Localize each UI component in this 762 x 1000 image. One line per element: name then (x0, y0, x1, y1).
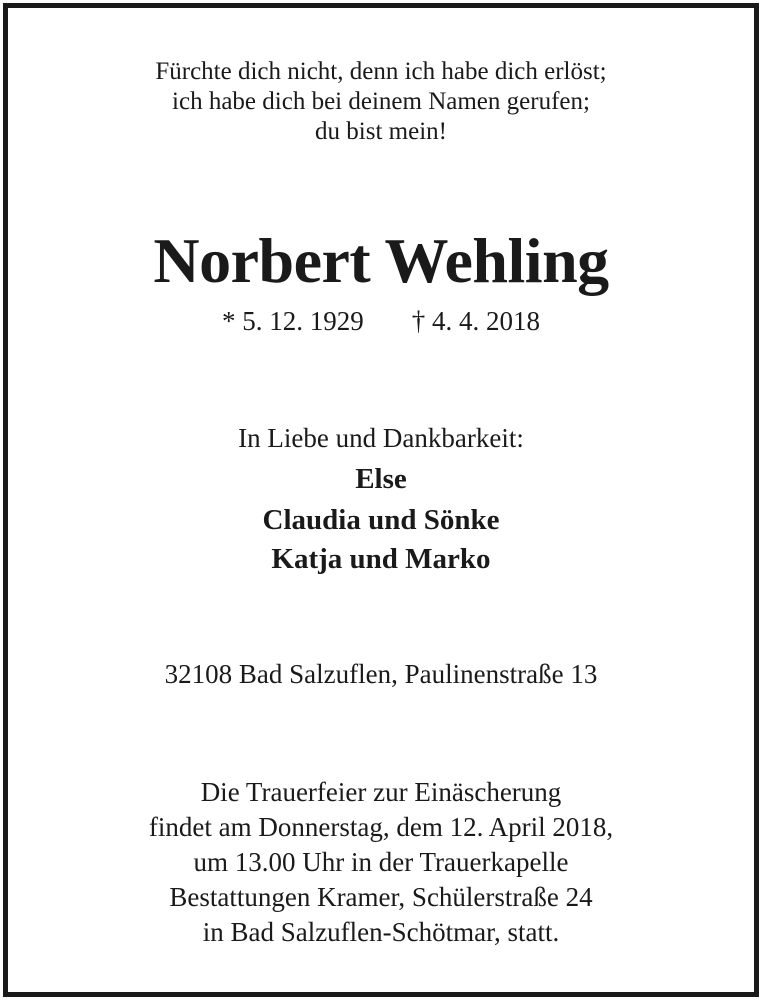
funeral-notice-line: findet am Donnerstag, dem 12. April 2018, (148, 812, 614, 842)
death-date: † 4. 4. 2018 (411, 306, 540, 336)
life-dates (0, 305, 762, 337)
funeral-notice-line: Bestattungen Kramer, Schülerstraße 24 (169, 882, 593, 912)
verse-line-2: ich habe dich bei deinem Namen gerufen; (172, 88, 590, 115)
funeral-notice-line: um 13.00 Uhr in der Trauerkapelle (193, 847, 569, 877)
verse-line-3: du bist mein! (315, 118, 447, 145)
mourner-name: Katja und Marko (271, 543, 491, 575)
deceased-name: Norbert Wehling (153, 225, 609, 296)
address: 32108 Bad Salzuflen, Paulinenstraße 13 (164, 659, 598, 689)
birth-date: * 5. 12. 1929 (222, 306, 364, 336)
verse-line-1: Fürchte dich nicht, denn ich habe dich erlöst; (155, 58, 607, 85)
funeral-notice-line: Die Trauerfeier zur Einäscherung (200, 777, 562, 807)
mourners-intro: In Liebe und Dankbarkeit: (238, 423, 524, 453)
mourner-name: Else (355, 463, 407, 495)
funeral-notice-line: in Bad Salzuflen-Schötmar, statt. (202, 917, 560, 947)
mourner-name: Claudia und Sönke (262, 504, 500, 536)
